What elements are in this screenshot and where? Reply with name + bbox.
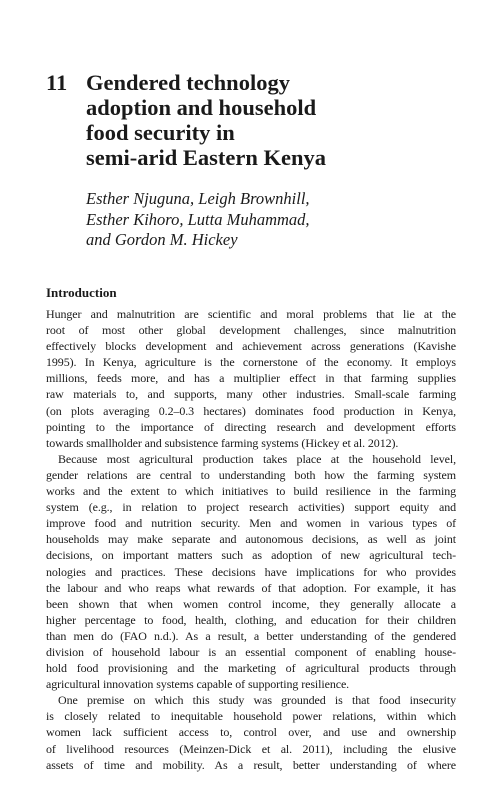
chapter-title-line: semi-arid Eastern Kenya — [86, 145, 326, 170]
text-line: assets of time and mobility. As a result, better understanding of where — [46, 757, 456, 772]
chapter-title — [86, 70, 466, 170]
text-line: Hunger and malnutrition are scientific and moral problems that lie at the — [46, 307, 456, 321]
text-line: been shown that when women control income, they generally allocate a — [46, 596, 456, 611]
text-line: households may make separate and autonomous decisions, as well as joint — [46, 532, 456, 547]
text-line: pointing to the importance of directing research and development efforts — [46, 419, 456, 434]
text-line: decisions, on important matters such as adoption of new agricultural tech- — [46, 548, 456, 563]
text-line: women lack sufficient access to, control over, and use and ownership — [46, 725, 456, 740]
text-line: the labour and who reaps what rewards of that adoption. For example, it has — [46, 580, 456, 595]
text-line: effectively blocks development and achievement across generations (Kavishe — [46, 339, 456, 354]
text-line: improve food and nutrition security. Men and women in various types of — [46, 516, 456, 531]
paragraph-1 — [46, 306, 456, 451]
text-line: hold food provisioning and the marketing of agricultural products through — [46, 661, 456, 676]
author-line: Esther Njuguna, Leigh Brownhill, — [86, 189, 310, 208]
text-line: (on plots averaging 0.2–0.3 hectares) dominates food production in Kenya, — [46, 403, 456, 418]
text-line: gender relations are central to understanding both how the farming system — [46, 467, 456, 482]
author-list — [86, 189, 466, 251]
paragraph-3 — [46, 692, 456, 772]
chapter-number: 11 — [46, 70, 68, 95]
text-line: agricultural innovation systems capable of supporting resilience. — [46, 677, 350, 692]
text-line: division of household labour is an essential component of enabling house- — [46, 644, 456, 659]
chapter-title-line: food security in — [86, 120, 235, 145]
chapter-title-line: Gendered technology — [86, 70, 290, 95]
text-line: Because most agricultural production takes place at the household level, — [58, 451, 456, 466]
text-line: millions, feeds more, and has a multiplier effect in that farming supplies — [46, 371, 456, 386]
section-heading: Introduction — [46, 285, 117, 300]
chapter-heading — [46, 70, 466, 170]
body-text — [46, 306, 456, 773]
author-line: Esther Kihoro, Lutta Muhammad, — [86, 209, 310, 229]
text-line: nologies and practices. These decisions have implications for who provides — [46, 564, 456, 579]
text-line: works and the extent to which initiatives to build resilience in the farming — [46, 484, 456, 499]
text-line: is closely related to inequitable household power relations, within which — [46, 709, 456, 724]
chapter-title-line: adoption and household — [86, 95, 317, 120]
text-line: higher percentage to food, health, clothing, and education for their children — [46, 612, 456, 627]
text-line: system (e.g., in relation to project research activities) support equity and — [46, 500, 456, 515]
text-line: than men do (FAO n.d.). As a result, a better understanding of the gendered — [46, 628, 456, 643]
paragraph-2 — [46, 451, 456, 692]
text-line: One premise on which this study was grounded is that food insecurity — [58, 693, 456, 708]
text-line: of livelihood resources (Meinzen-Dick et al. 2011), including the elusive — [46, 741, 456, 756]
author-line: and Gordon M. Hickey — [86, 230, 238, 249]
text-line: raw materials to, and supports, many other industries. Small-scale farming — [46, 387, 456, 402]
text-line: root of most other global development challenges, since malnutrition — [46, 323, 456, 338]
text-line: towards smallholder and subsistence farming systems (Hickey et al. 2012). — [46, 435, 399, 450]
text-line: 1995). In Kenya, agriculture is the cornerstone of the economy. It employs — [46, 355, 456, 370]
